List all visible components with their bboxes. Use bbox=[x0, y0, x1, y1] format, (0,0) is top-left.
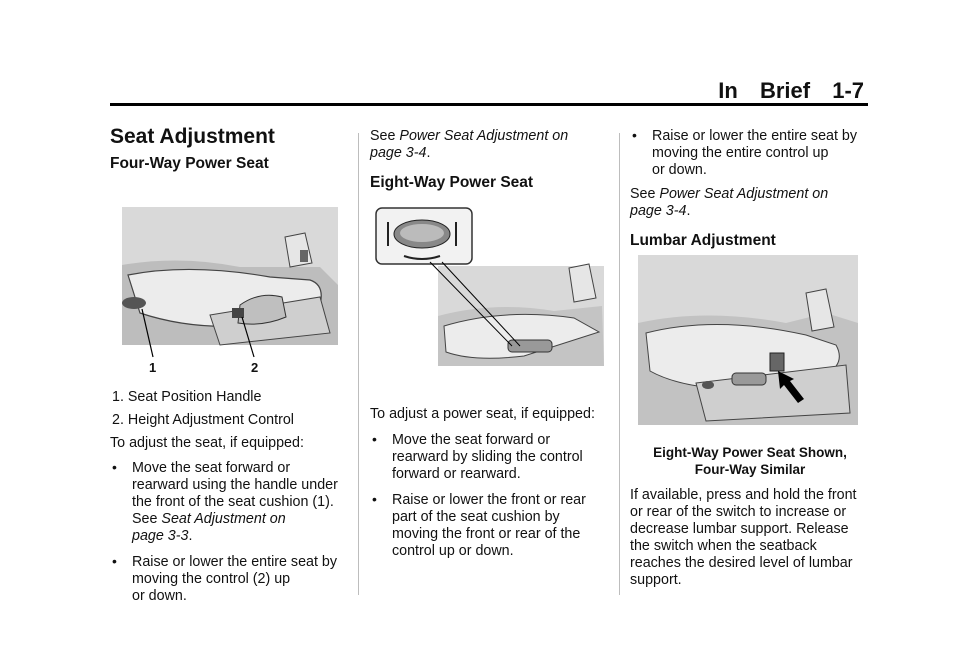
bullet-glyph: • bbox=[112, 459, 117, 475]
four-way-seat-illustration bbox=[120, 205, 340, 377]
reference-page-link[interactable]: page 3-4 bbox=[370, 145, 427, 161]
caption-line-2: Four-Way Similar bbox=[694, 462, 806, 477]
column-divider-2 bbox=[619, 133, 620, 595]
bullet-item bbox=[370, 432, 610, 483]
cross-reference bbox=[370, 128, 610, 145]
see-label: See bbox=[370, 128, 400, 144]
reference-link[interactable]: Seat Adjustment on bbox=[161, 511, 286, 527]
period: . bbox=[686, 203, 691, 219]
paragraph-line: reaches the desired level of lumbar bbox=[630, 555, 853, 571]
bullet-glyph: • bbox=[112, 553, 117, 569]
bullet-line: Move the seat forward or bbox=[392, 432, 551, 448]
bullet-line: moving the entire control up bbox=[652, 145, 829, 161]
cross-reference bbox=[630, 186, 870, 203]
paragraph-line: the switch when the seatback bbox=[630, 538, 817, 554]
header-page-number: 1-7 bbox=[832, 78, 864, 103]
subsection-lumbar: Lumbar Adjustment bbox=[630, 232, 776, 249]
paragraph-line: If available, press and hold the front bbox=[630, 487, 857, 503]
reference-link[interactable]: Power Seat Adjustment on bbox=[659, 186, 829, 202]
legend-item-1: 1. Seat Position Handle bbox=[112, 389, 262, 405]
reference-page-link[interactable]: page 3-3 bbox=[132, 528, 189, 544]
bullet-line: part of the seat cushion by bbox=[392, 509, 560, 525]
eight-way-seat-illustration bbox=[374, 206, 606, 368]
bullet-glyph: • bbox=[372, 431, 377, 447]
figure-caption bbox=[630, 444, 870, 478]
see-label: See bbox=[630, 186, 660, 202]
bullet-line: forward or rearward. bbox=[392, 466, 521, 482]
lumbar-seat-illustration bbox=[636, 253, 860, 427]
column-3 bbox=[630, 128, 870, 249]
column-2-text bbox=[370, 406, 610, 560]
subsection-eight-way: Eight-Way Power Seat bbox=[370, 174, 534, 191]
bullet-glyph: • bbox=[372, 491, 377, 507]
see-label: See bbox=[132, 511, 162, 527]
column-2 bbox=[370, 128, 610, 191]
col1-intro: To adjust the seat, if equipped: bbox=[110, 435, 304, 451]
bullet-line: moving the control (2) up bbox=[132, 571, 291, 587]
bullet-line: Raise or lower the front or rear bbox=[392, 492, 586, 508]
bullet-glyph: • bbox=[632, 127, 637, 143]
bullet-line: the front of the seat cushion (1). bbox=[132, 494, 334, 510]
bullet-line: control up or down. bbox=[392, 543, 514, 559]
bullet-item bbox=[630, 128, 870, 179]
legend-item-2: 2. Height Adjustment Control bbox=[112, 412, 294, 428]
paragraph-line: support. bbox=[630, 572, 682, 588]
column-3-text bbox=[630, 444, 870, 589]
bullet-line: Raise or lower the entire seat by bbox=[132, 554, 338, 570]
bullet-line: or down. bbox=[652, 162, 707, 178]
paragraph-line: or rear of the switch to increase or bbox=[630, 504, 847, 520]
bullet-item bbox=[370, 492, 610, 560]
bullet-line: Move the seat forward or bbox=[132, 460, 291, 476]
reference-link[interactable]: Power Seat Adjustment on bbox=[399, 128, 569, 144]
column-1-text bbox=[110, 389, 354, 605]
bullet-line: rearward using the handle under bbox=[132, 477, 338, 493]
bullet-line: or down. bbox=[132, 588, 187, 604]
page-header bbox=[718, 78, 864, 104]
callout-2: 2 bbox=[251, 360, 259, 375]
reference-page-link[interactable]: page 3-4 bbox=[630, 203, 687, 219]
period: . bbox=[426, 145, 431, 161]
bullet-item bbox=[110, 460, 354, 545]
column-1 bbox=[110, 125, 354, 172]
lumbar-body-paragraph bbox=[630, 487, 870, 589]
period: . bbox=[188, 528, 193, 544]
bullet-line: rearward by sliding the control bbox=[392, 449, 583, 465]
paragraph-line: decrease lumbar support. Release bbox=[630, 521, 849, 537]
callout-1: 1 bbox=[149, 360, 157, 375]
column-divider-1 bbox=[358, 133, 359, 595]
header-rule bbox=[110, 103, 868, 106]
bullet-line: moving the front or rear of the bbox=[392, 526, 581, 542]
cross-reference bbox=[132, 511, 354, 528]
header-section: In Brief bbox=[718, 78, 811, 103]
subsection-four-way: Four-Way Power Seat bbox=[110, 155, 269, 172]
section-title: Seat Adjustment bbox=[110, 125, 275, 148]
bullet-line: Raise or lower the entire seat by bbox=[652, 128, 858, 144]
caption-line-1: Eight-Way Power Seat Shown, bbox=[653, 445, 847, 460]
col2-intro: To adjust a power seat, if equipped: bbox=[370, 406, 595, 422]
bullet-item bbox=[110, 554, 354, 605]
